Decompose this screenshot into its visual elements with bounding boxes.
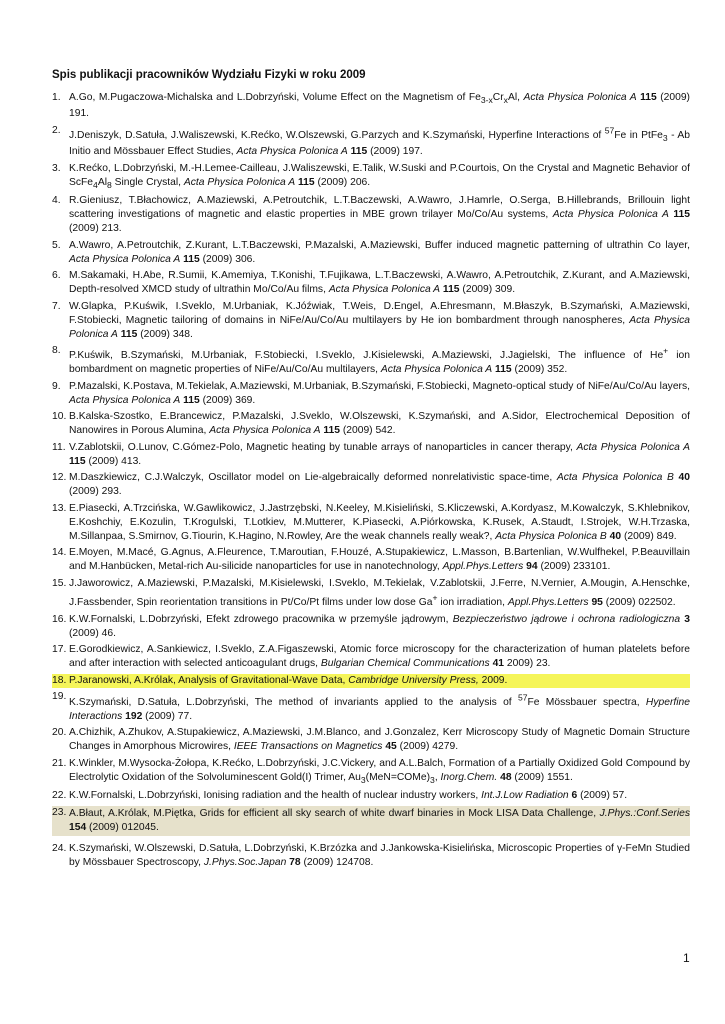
publication-number: 2.: [52, 124, 61, 136]
publication-number: 8.: [52, 345, 61, 357]
publication-item: [52, 410, 690, 438]
publication-number: 16.: [52, 613, 67, 625]
publication-item: [52, 194, 690, 236]
publication-number: 3.: [52, 162, 61, 174]
publication-citation: M.Daszkiewicz, C.J.Walczyk, Oscillator model on Lie-algebraically deformed nonrelativistic space-time, Acta Physica Polonica B 40 (2009) 293.: [69, 472, 690, 498]
publication-number: 5.: [52, 239, 61, 251]
publication-citation: K.Rećko, L.Dobrzyński, M.-H.Lemee-Cailleau, J.Waliszewski, E.Talik, W.Suski and P.Courtois, On the Crystal and Magnetic Behavior of $ScFe_4Al_8$ Single Crystal, Acta Physica Polonica A 115 (2009) 206.: [69, 162, 690, 190]
publication-item: [52, 239, 690, 267]
publication-citation: A.Błaut, A.Królak, M.Piętka, Grids for efficient all sky search of white dwarf binaries in Mock LISA Data Challenge, J.Phys.:Conf.Series 154 (2009) 012045.: [69, 807, 690, 833]
publication-item: [52, 690, 690, 723]
publication-citation: J.Jaworowicz, A.Maziewski, P.Mazalski, M.Kisielewski, I.Sveklo, M.Tekielak, V.Zablotskii, J.Ferre, N.Vernier, A.Mougin, A.Henschke, J.Fassbender, Spin reorientation transitions in Pt/Co/Pt films under low dose Ga+ ion irradiation, Appl.Phys.Letters 95 (2009) 022502.: [69, 577, 690, 609]
publication-list: [52, 91, 690, 872]
publication-citation: E.Gorodkiewicz, A.Sankiewicz, I.Sveklo, Z.A.Figaszewski, Atomic force microscopy for the characterization of human platelets before and after interaction with selected anticoagulant drugs, Bulgarian Chemical Communications 41 2009) 23.: [69, 644, 690, 670]
publication-number: 14.: [52, 547, 67, 559]
publication-number: 4.: [52, 195, 61, 207]
publication-citation: K.Szymański, D.Satuła, L.Dobrzyński, The method of invariants applied to the analysis of $^{57}$Fe Mössbauer spectra, Hyperfine Interactions 192 (2009) 77.: [69, 692, 690, 722]
publication-number: 10.: [52, 411, 67, 423]
publication-citation: A.Chizhik, A.Zhukov, A.Stupakiewicz, A.Maziewski, J.M.Blanco, and J.Gonzalez, Kerr Microscopy Study of Magnetic Domain Structure Changes in Amorphous Microwires, IEEE Transactions on Magnetics 45 (2009) 4279.: [69, 727, 690, 753]
publication-item: [52, 757, 690, 787]
publication-citation: R.Gieniusz, T.Błachowicz, A.Maziewski, A.Petroutchik, L.T.Baczewski, A.Wawro, J.Hamrle, O.Serga, B.Hillebrands, Brillouin light scattering investigations of magnetic and elastic properties in MBE grown trilayer Mo/Co/Au systems, Acta Physica Polonica A 115 (2009) 213.: [69, 195, 690, 235]
publication-citation: E.Piasecki, A.Trzcińska, W.Gawlikowicz, J.Jastrzębski, N.Keeley, M.Kisieliński, S.Kliczewski, A.Kordyasz, M.Kowalczyk, S.Khlebnikov, E.Koshchiy, E.Kozulin, T.Krogulski, T.Lotkiev, M.Mutterer, K.Piasecki, A.Piórkowska, K.Rusek, A.Staudt, I.Strojek, W.H.Trzaska, M.Sillanpaa, S.Smirnov, G.Tiourin, K.Hagino, N.Rowley, Are the weak channels really weak?, Acta Physica Polonica B 40 (2009) 849.: [69, 502, 690, 542]
page-number: 1: [683, 951, 690, 965]
publication-number: 17.: [52, 644, 67, 656]
publication-citation: P.Mazalski, K.Postava, M.Tekielak, A.Maziewski, M.Urbaniak, B.Szymański, F.Stobiecki, Magneto-optical study of NiFe/Au/Co/Au layers, Acta Physica Polonica A 115 (2009) 369.: [69, 380, 690, 406]
publication-number: 1.: [52, 92, 61, 103]
publication-item: [52, 91, 690, 121]
publication-number: 11.: [52, 441, 66, 453]
publication-number: 19.: [52, 691, 67, 703]
publication-item: [52, 471, 690, 499]
publication-number: 6.: [52, 270, 61, 282]
publication-item: [52, 806, 690, 836]
publication-item: [52, 643, 690, 671]
publication-number: 20.: [52, 727, 67, 739]
publication-item: [52, 577, 690, 610]
publication-item: [52, 502, 690, 544]
publication-citation: K.Winkler, M.Wysocka-Żołopa, K.Rećko, L.Dobrzyński, J.C.Vickery, and A.L.Balch, Formation of a Partially Oxidized Gold Compound by Electrolytic Oxidation of the Solvoluminescent Gold(I) Trimer, $Au_3(MeN=COMe)_3$, Inorg.Chem. 48 (2009) 1551.: [69, 757, 690, 785]
publication-number: 22.: [52, 790, 67, 802]
publication-citation: V.Zablotskii, O.Lunov, C.Gómez-Polo, Magnetic heating by tunable arrays of nanoparticles in cancer therapy, Acta Physica Polonica A 115 (2009) 413.: [69, 441, 690, 467]
publication-item: [52, 162, 690, 192]
publication-item: [52, 124, 690, 159]
publication-citation: A.Wawro, A.Petroutchik, Z.Kurant, L.T.Baczewski, P.Mazalski, A.Maziewski, Buffer induced magnetic patterning of ultrathin Co layer, Acta Physica Polonica A 115 (2009) 306.: [69, 239, 690, 265]
publication-item: [52, 300, 690, 342]
publication-citation: K.Szymański, W.Olszewski, D.Satuła, L.Dobrzyński, K.Brzózka and J.Jankowska-Kisielińska, Microscopic Properties of γ-FeMn Studied by Mössbauer Spectroscopy, J.Phys.Soc.Japan 78 (2009) 124708.: [69, 842, 690, 868]
publication-citation: E.Moyen, M.Macé, G.Agnus, A.Fleurence, T.Maroutian, F.Houzé, A.Stupakiewicz, L.Masson, B.Bartenlian, W.Wulfhekel, P.Beauvillain and M.Hanbücken, Metal-rich Au-silicide nanoparticles for use in nanotechnology, Appl.Phys.Letters 94 (2009) 233101.: [69, 547, 690, 573]
publication-number: 15.: [52, 577, 67, 589]
publication-item: [52, 546, 690, 574]
publication-citation: B.Kalska-Szostko, E.Brancewicz, P.Mazalski, J.Sveklo, W.Olszewski, K.Szymański, and A.Sidor, Electrochemical Deposition of Nanowires in Porous Alumina, Acta Physica Polonica A 115 (2009) 542.: [69, 411, 690, 437]
publication-item: [52, 380, 690, 408]
publication-number: 18.: [52, 674, 67, 686]
publication-number: 23.: [52, 806, 67, 818]
publication-item: [52, 842, 690, 870]
publication-item: [52, 441, 690, 469]
publication-number: 24.: [52, 842, 67, 854]
publication-number: 7.: [52, 300, 61, 312]
publication-item: [52, 269, 690, 297]
publication-citation: P.Kuświk, B.Szymański, M.Urbaniak, F.Stobiecki, I.Sveklo, J.Kisielewski, A.Maziewski, J.Jagielski, The influence of He+ ion bombardment on magnetic properties of NiFe/Au/Co/Au multilayers, Acta Physica Polonica A 115 (2009) 352.: [69, 346, 690, 376]
page-title: Spis publikacji pracowników Wydziału Fizyki w roku 2009: [52, 69, 366, 81]
publication-number: 13.: [52, 502, 67, 514]
publication-number: 21.: [52, 757, 67, 769]
publication-item: [52, 344, 690, 377]
publication-number: 12.: [52, 472, 67, 484]
publication-citation: A.Go, M.Pugaczowa-Michalska and L.Dobrzyński, Volume Effect on the Magnetism of $Fe_{3-x}Cr_xAl$, Acta Physica Polonica A 115 (2009) 191.: [69, 92, 690, 120]
publication-item: [52, 674, 690, 688]
publication-citation: M.Sakamaki, H.Abe, R.Sumii, K.Amemiya, T.Konishi, T.Fujikawa, L.T.Baczewski, A.Wawro, A.Petroutchik, Z.Kurant, and A.Maziewski, Depth-resolved XMCD study of ultrathin Mo/Co/Au films, Acta Physica Polonica A 115 (2009) 309.: [69, 270, 690, 296]
publication-citation: K.W.Fornalski, L.Dobrzyński, Efekt zdrowego pracownika w przemyśle jądrowym, Bezpieczeństwo jądrowe i ochrona radiologiczna 3 (2009) 46.: [69, 613, 690, 639]
publication-citation: P.Jaranowski, A.Królak, Analysis of Gravitational-Wave Data, Cambridge University Press, 2009.: [69, 674, 508, 686]
publication-citation: K.W.Fornalski, L.Dobrzyński, Ionising radiation and the health of nuclear industry workers, Int.J.Low Radiation 6 (2009) 57.: [69, 790, 628, 802]
publication-item: [52, 613, 690, 641]
publication-number: 9.: [52, 380, 61, 392]
publication-item: [52, 789, 690, 803]
publication-citation: W.Glapka, P.Kuświk, I.Sveklo, M.Urbaniak, K.Jóźwiak, T.Weis, D.Engel, A.Ehresmann, M.Błaszyk, B.Szymański, A.Maziewski, F.Stobiecki, Magnetic tailoring of domains in NiFe/Au/Co/Au multilayers by He ion bombardment through nanospheres, Acta Physica Polonica A 115 (2009) 348.: [69, 300, 690, 340]
publication-citation: J.Deniszyk, D.Satuła, J.Waliszewski, K.Rećko, W.Olszewski, G.Parzych and K.Szymański, Hyperfine Interactions of $^{57}$Fe in PtFe$_3$ - Ab Initio and Mössbauer Effect Studies, Acta Physica Polonica A 115 (2009) 197.: [69, 125, 690, 158]
publication-item: [52, 726, 690, 754]
